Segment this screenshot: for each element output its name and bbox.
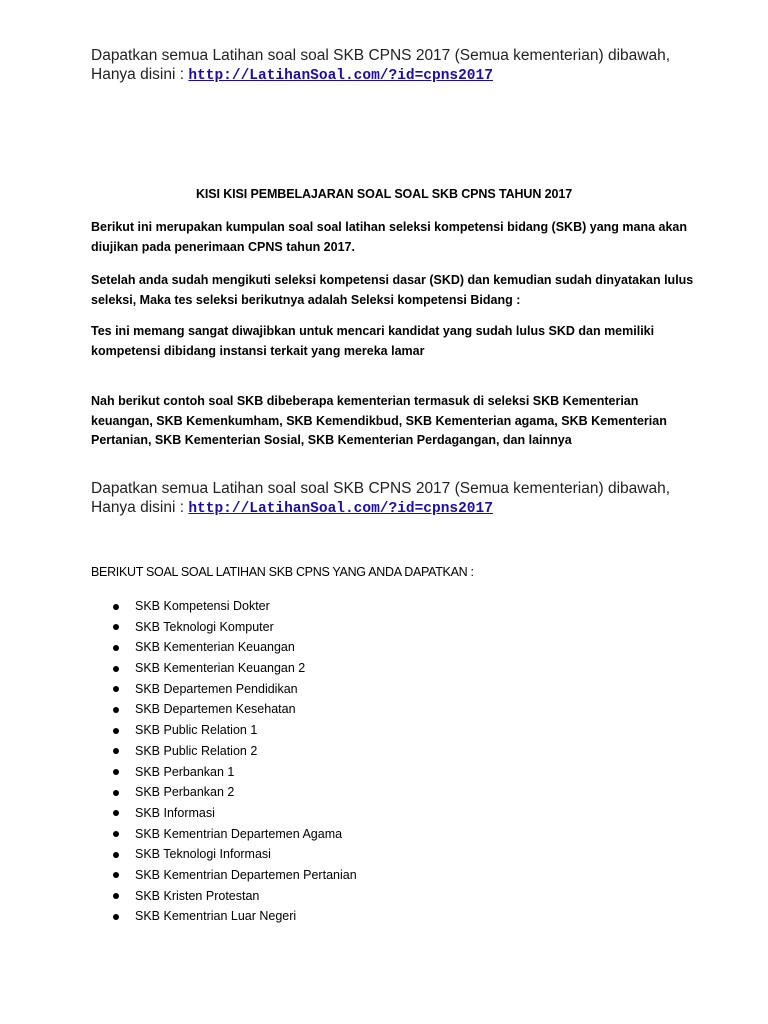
list-item <box>0 803 357 824</box>
paragraph-line: Setelah anda sudah mengikuti seleksi kompetensi dasar (SKD) dan kemudian sudah dinyatakan lulus <box>91 273 694 287</box>
list-item-label: SKB Perbankan 1 <box>135 764 235 779</box>
promo-prefix: Hanya disini : <box>91 66 189 83</box>
promo-link-line <box>91 65 731 86</box>
list-item-label: SKB Kementrian Departemen Pertanian <box>135 867 357 882</box>
bullet-icon <box>113 872 119 878</box>
paragraph-line: Pertanian, SKB Kementerian Sosial, SKB Kementerian Perdagangan, dan lainnya <box>91 433 572 447</box>
bullet-icon <box>113 728 119 734</box>
promo-link-line <box>91 498 731 519</box>
list-item-label: SKB Kementrian Luar Negeri <box>135 909 297 924</box>
bullet-icon <box>113 893 119 899</box>
bullet-icon <box>113 914 119 920</box>
list-item <box>0 658 357 679</box>
paragraph-line: seleksi, Maka tes seleksi berikutnya adalah Seleksi kompetensi Bidang : <box>91 292 521 307</box>
skb-list <box>0 596 357 927</box>
bullet-icon <box>113 686 119 692</box>
bullet-icon <box>113 810 119 816</box>
list-item <box>0 906 357 927</box>
list-item <box>0 637 357 658</box>
bullet-icon <box>113 769 119 775</box>
list-item-label: SKB Kementrian Departemen Agama <box>135 826 343 841</box>
bullet-icon <box>113 748 119 754</box>
list-item-label: SKB Public Relation 2 <box>135 743 258 758</box>
promo-block-top <box>91 46 731 86</box>
bullet-icon <box>113 624 119 630</box>
bullet-icon <box>113 790 119 796</box>
list-item-label: SKB Kementerian Keuangan <box>135 640 295 655</box>
paragraph-skd <box>91 271 694 310</box>
promo-prefix: Hanya disini : <box>91 499 189 516</box>
paragraph-line: kompetensi dibidang instansi terkait yang mereka lamar <box>91 343 425 358</box>
list-item-label: SKB Departemen Kesehatan <box>135 702 296 717</box>
bullet-icon <box>113 852 119 858</box>
promo-block-middle <box>91 479 731 519</box>
bullet-icon <box>113 645 119 651</box>
promo-text-line: Dapatkan semua Latihan soal soal SKB CPNS 2017 (Semua kementerian) dibawah, <box>91 480 670 497</box>
bullet-icon <box>113 604 119 610</box>
paragraph-line: diujikan pada penerimaan CPNS tahun 2017. <box>91 239 355 254</box>
list-item <box>0 596 357 617</box>
paragraph-line: Nah berikut contoh soal SKB dibeberapa kementerian termasuk di seleksi SKB Kementerian <box>91 394 639 408</box>
list-item <box>0 720 357 741</box>
list-item-label: SKB Kementerian Keuangan 2 <box>135 661 306 676</box>
list-item <box>0 865 357 886</box>
list-item-label: SKB Kristen Protestan <box>135 888 260 903</box>
paragraph-line: Berikut ini merupakan kumpulan soal soal latihan seleksi kompetensi bidang (SKB) yang mana akan <box>91 220 688 234</box>
document-title: KISI KISI PEMBELAJARAN SOAL SOAL SKB CPNS TAHUN 2017 <box>195 187 573 201</box>
paragraph-line: Tes ini memang sangat diwajibkan untuk mencari kandidat yang sudah lulus SKD dan memiliki <box>91 324 655 338</box>
paragraph-test <box>91 322 691 361</box>
list-item <box>0 762 357 783</box>
list-item-label: SKB Departemen Pendidikan <box>135 681 298 696</box>
list-item-label: SKB Informasi <box>135 805 215 820</box>
list-item <box>0 844 357 865</box>
bullet-icon <box>113 666 119 672</box>
list-item <box>0 617 357 638</box>
promo-link[interactable]: http://LatihanSoal.com/?id=cpns2017 <box>188 68 493 84</box>
list-item <box>0 741 357 762</box>
list-item-label: SKB Public Relation 1 <box>135 723 258 738</box>
list-item <box>0 699 357 720</box>
list-item-label: SKB Teknologi Informasi <box>135 847 271 862</box>
paragraph-intro <box>91 218 691 257</box>
list-item <box>0 824 357 845</box>
list-item <box>0 679 357 700</box>
bullet-icon <box>113 831 119 837</box>
promo-link[interactable]: http://LatihanSoal.com/?id=cpns2017 <box>188 501 493 517</box>
promo-text-line: Dapatkan semua Latihan soal soal SKB CPNS 2017 (Semua kementerian) dibawah, <box>91 47 670 64</box>
list-item-label: SKB Teknologi Komputer <box>135 619 274 634</box>
list-item-label: SKB Perbankan 2 <box>135 785 235 800</box>
paragraph-examples <box>91 392 691 451</box>
list-heading: BERIKUT SOAL SOAL LATIHAN SKB CPNS YANG ANDA DAPATKAN : <box>91 565 474 579</box>
list-item <box>0 886 357 907</box>
bullet-icon <box>113 707 119 713</box>
paragraph-line: keuangan, SKB Kemenkumham, SKB Kemendikbud, SKB Kementerian agama, SKB Kementerian <box>91 413 667 428</box>
list-item-label: SKB Kompetensi Dokter <box>135 599 270 613</box>
list-item <box>0 782 357 803</box>
